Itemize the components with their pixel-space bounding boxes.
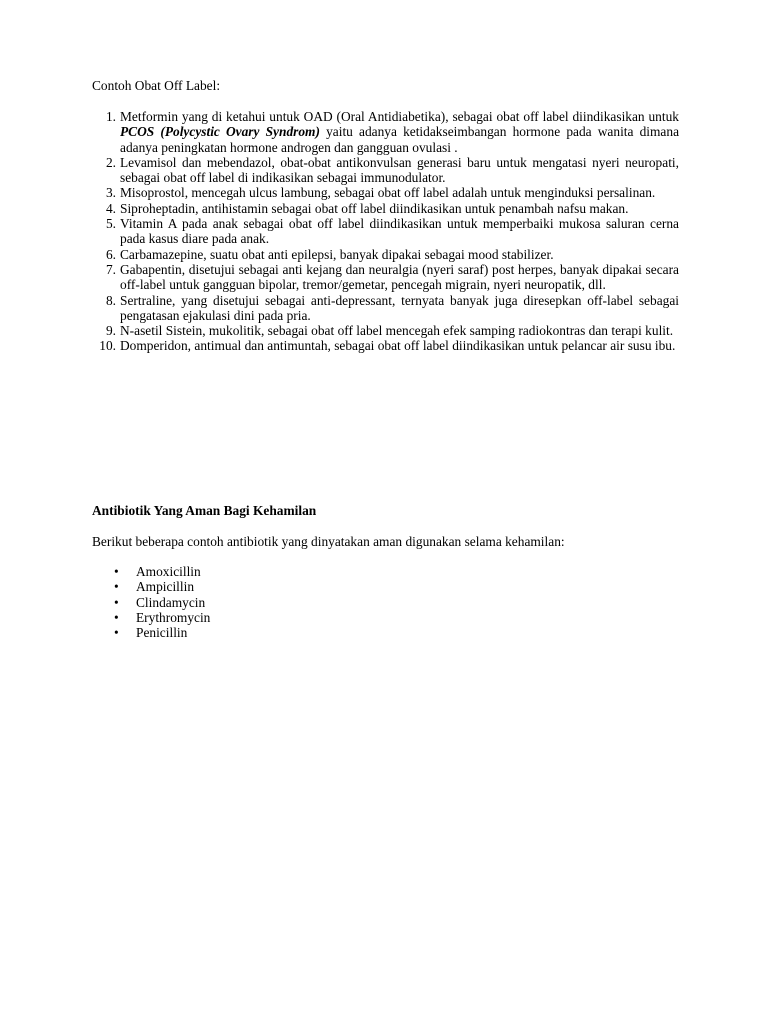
list-number: 9. (105, 323, 116, 339)
list-item (92, 155, 679, 186)
bullet-text: Erythromycin (136, 609, 211, 625)
list-item-text-part: yaitu adanya ketidakseimbangan hormone pada wanita dimana adanya peningkatan hormone androgen dan gangguan ovulasi . (120, 124, 680, 155)
intro-paragraph: Berikut beberapa contoh antibiotik yang dinyatakan aman digunakan selama kehamilan: (92, 534, 565, 549)
list-item (92, 579, 210, 594)
list-item-text: N-asetil Sistein, mukolitik, sebagai obat off label mencegah efek samping radiokontras dan terapi kulit. (120, 323, 674, 339)
list-item (92, 338, 679, 353)
list-item (92, 262, 679, 293)
list-item (92, 216, 679, 247)
list-item (92, 109, 679, 155)
list-item (92, 323, 679, 338)
list-item-text (116, 109, 679, 155)
list-item (92, 185, 679, 200)
list-item (92, 247, 679, 262)
section-heading-antibiotics: Antibiotik Yang Aman Bagi Kehamilan (92, 503, 317, 518)
list-number: 5. (105, 216, 116, 232)
list-item-text: Carbamazepine, suatu obat anti epilepsi, banyak dipakai sebagai mood stabilizer. (120, 246, 554, 262)
list-item (92, 293, 679, 324)
antibiotic-bullet-list (92, 564, 210, 640)
list-number: 6. (105, 246, 116, 262)
list-item-text: Misoprostol, mencegah ulcus lambung, sebagai obat off label adalah untuk menginduksi persalinan. (120, 185, 656, 201)
list-item (92, 595, 210, 610)
section-heading-off-label: Contoh Obat Off Label: (92, 78, 221, 93)
list-item-text: Domperidon, antimual dan antimuntah, sebagai obat off label diindikasikan untuk pelancar air susu ibu. (120, 338, 676, 354)
bullet-icon: • (114, 579, 119, 595)
list-item-text: Levamisol dan mebendazol, obat-obat antikonvulsan generasi baru untuk mengatasi nyeri neuropati, sebagai obat off label di indikasikan sebagai immunodulator. (120, 154, 679, 186)
list-item (92, 610, 210, 625)
list-number: 2. (105, 154, 116, 170)
list-number: 8. (105, 292, 116, 308)
list-item (92, 201, 679, 216)
emphasis-text: PCOS (Polycystic Ovary Syndrom) (120, 124, 320, 140)
list-item (92, 564, 210, 579)
list-item-text: Siproheptadin, antihistamin sebagai obat off label diindikasikan untuk penambah nafsu makan. (120, 200, 629, 216)
list-item-text: Sertraline, yang disetujui sebagai anti-depressant, ternyata banyak juga diresepkan off-label sebagai pengatasan ejakulasi dini pada pria. (120, 292, 679, 323)
list-item-text: Vitamin A pada anak sebagai obat off label diindikasikan untuk memperbaiki mukosa saluran cerna pada kasus diare pada anak. (120, 216, 679, 247)
list-number: 3. (105, 185, 116, 201)
list-number: 4. (105, 200, 116, 216)
bullet-icon: • (114, 609, 119, 625)
bullet-text: Penicillin (136, 625, 188, 641)
list-number: 10. (99, 338, 116, 354)
bullet-icon: • (114, 594, 119, 610)
bullet-text: Ampicillin (136, 579, 195, 595)
bullet-icon: • (114, 564, 119, 579)
list-item-text-part: Metformin yang di ketahui untuk OAD (Oral Antidiabetika), sebagai obat off label diindikasikan untuk (120, 109, 679, 124)
bullet-icon: • (114, 625, 119, 641)
list-number: 1. (105, 109, 116, 124)
list-number: 7. (105, 261, 116, 277)
list-item-text: Gabapentin, disetujui sebagai anti kejang dan neuralgia (nyeri saraf) post herpes, banyak dipakai secara off-label untuk gangguan bipolar, tremor/gemetar, pencegah migrain, nyeri neuropatik, dll. (120, 261, 679, 293)
bullet-text: Amoxicillin (136, 564, 201, 579)
bullet-text: Clindamycin (136, 594, 206, 610)
off-label-drug-list (92, 109, 679, 354)
list-item (92, 625, 210, 640)
